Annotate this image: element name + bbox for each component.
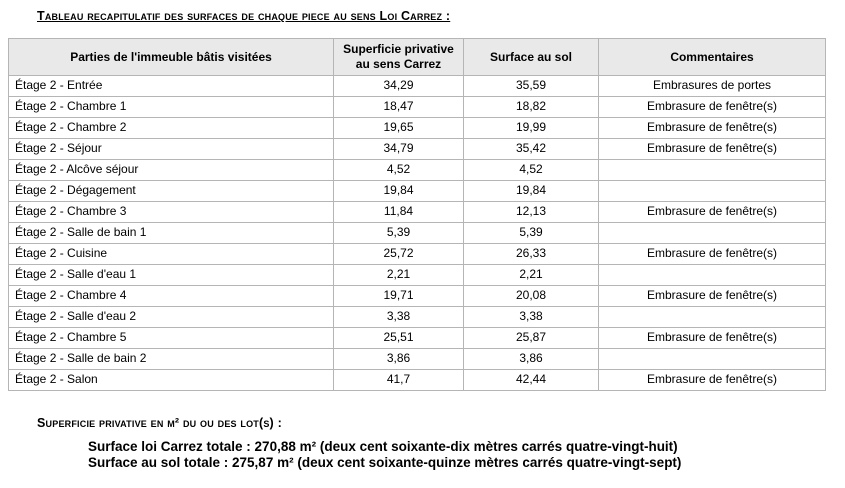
table-row bbox=[9, 223, 826, 244]
cell-sol-value: 25,87 bbox=[464, 328, 599, 349]
cell-sol-value: 12,13 bbox=[464, 202, 599, 223]
cell-comment: Embrasure de fenêtre(s) bbox=[599, 328, 826, 349]
cell-carrez-value: 2,21 bbox=[334, 265, 464, 286]
cell-comment bbox=[599, 181, 826, 202]
cell-piece: Étage 2 - Chambre 4 bbox=[9, 286, 334, 307]
cell-comment: Embrasure de fenêtre(s) bbox=[599, 97, 826, 118]
cell-comment: Embrasure de fenêtre(s) bbox=[599, 202, 826, 223]
cell-carrez-value: 19,84 bbox=[334, 181, 464, 202]
table-row bbox=[9, 181, 826, 202]
cell-piece: Étage 2 - Salon bbox=[9, 370, 334, 391]
cell-piece: Étage 2 - Chambre 1 bbox=[9, 97, 334, 118]
cell-piece: Étage 2 - Séjour bbox=[9, 139, 334, 160]
document-page bbox=[0, 9, 845, 488]
summary-heading: Superficie privative en m² du ou des lot(s) : bbox=[37, 416, 282, 430]
cell-piece: Étage 2 - Salle de bain 1 bbox=[9, 223, 334, 244]
cell-comment bbox=[599, 265, 826, 286]
cell-sol-value: 3,38 bbox=[464, 307, 599, 328]
cell-comment: Embrasure de fenêtre(s) bbox=[599, 370, 826, 391]
table-row bbox=[9, 370, 826, 391]
cell-piece: Étage 2 - Dégagement bbox=[9, 181, 334, 202]
table-row bbox=[9, 265, 826, 286]
header-parties: Parties de l'immeuble bâtis visitées bbox=[9, 39, 334, 76]
cell-carrez-value: 19,71 bbox=[334, 286, 464, 307]
total-carrez: Surface loi Carrez totale : 270,88 m² (deux cent soixante-dix mètres carrés quatre-vingt-huit) bbox=[88, 439, 678, 454]
table-body bbox=[9, 76, 826, 391]
page-title: Tableau recapitulatif des surfaces de chaque piece au sens Loi Carrez : bbox=[37, 9, 451, 23]
table-row bbox=[9, 76, 826, 97]
cell-carrez-value: 11,84 bbox=[334, 202, 464, 223]
cell-comment: Embrasures de portes bbox=[599, 76, 826, 97]
table-row bbox=[9, 160, 826, 181]
cell-sol-value: 35,59 bbox=[464, 76, 599, 97]
cell-piece: Étage 2 - Salle de bain 2 bbox=[9, 349, 334, 370]
cell-sol-value: 19,84 bbox=[464, 181, 599, 202]
cell-carrez-value: 34,79 bbox=[334, 139, 464, 160]
table-row bbox=[9, 307, 826, 328]
cell-carrez-value: 3,86 bbox=[334, 349, 464, 370]
table-header bbox=[9, 39, 826, 76]
cell-comment bbox=[599, 160, 826, 181]
cell-sol-value: 26,33 bbox=[464, 244, 599, 265]
cell-sol-value: 3,86 bbox=[464, 349, 599, 370]
cell-piece: Étage 2 - Salle d'eau 2 bbox=[9, 307, 334, 328]
total-sol: Surface au sol totale : 275,87 m² (deux cent soixante-quinze mètres carrés quatre-vingt-sept) bbox=[88, 455, 682, 471]
header-carrez: Superficie privative au sens Carrez bbox=[334, 39, 464, 76]
cell-piece: Étage 2 - Chambre 3 bbox=[9, 202, 334, 223]
table-row bbox=[9, 202, 826, 223]
table-header-row bbox=[9, 39, 826, 76]
cell-sol-value: 19,99 bbox=[464, 118, 599, 139]
table-row bbox=[9, 97, 826, 118]
cell-comment bbox=[599, 349, 826, 370]
cell-piece: Étage 2 - Chambre 5 bbox=[9, 328, 334, 349]
cell-comment: Embrasure de fenêtre(s) bbox=[599, 244, 826, 265]
cell-sol-value: 35,42 bbox=[464, 139, 599, 160]
cell-comment bbox=[599, 223, 826, 244]
cell-carrez-value: 5,39 bbox=[334, 223, 464, 244]
table-row bbox=[9, 349, 826, 370]
table-row bbox=[9, 118, 826, 139]
cell-carrez-value: 25,72 bbox=[334, 244, 464, 265]
cell-sol-value: 42,44 bbox=[464, 370, 599, 391]
cell-piece: Étage 2 - Cuisine bbox=[9, 244, 334, 265]
cell-sol-value: 20,08 bbox=[464, 286, 599, 307]
cell-carrez-value: 4,52 bbox=[334, 160, 464, 181]
cell-carrez-value: 41,7 bbox=[334, 370, 464, 391]
cell-piece: Étage 2 - Salle d'eau 1 bbox=[9, 265, 334, 286]
cell-sol-value: 5,39 bbox=[464, 223, 599, 244]
cell-piece: Étage 2 - Entrée bbox=[9, 76, 334, 97]
summary-totals bbox=[88, 439, 845, 472]
cell-comment bbox=[599, 307, 826, 328]
cell-carrez-value: 34,29 bbox=[334, 76, 464, 97]
cell-comment: Embrasure de fenêtre(s) bbox=[599, 139, 826, 160]
cell-carrez-value: 18,47 bbox=[334, 97, 464, 118]
header-commentaires: Commentaires bbox=[599, 39, 826, 76]
table-row bbox=[9, 244, 826, 265]
table-row bbox=[9, 328, 826, 349]
header-surface-sol: Surface au sol bbox=[464, 39, 599, 76]
cell-piece: Étage 2 - Alcôve séjour bbox=[9, 160, 334, 181]
cell-sol-value: 18,82 bbox=[464, 97, 599, 118]
surfaces-table bbox=[8, 38, 826, 391]
cell-carrez-value: 19,65 bbox=[334, 118, 464, 139]
cell-sol-value: 4,52 bbox=[464, 160, 599, 181]
cell-sol-value: 2,21 bbox=[464, 265, 599, 286]
cell-piece: Étage 2 - Chambre 2 bbox=[9, 118, 334, 139]
cell-carrez-value: 25,51 bbox=[334, 328, 464, 349]
table-row bbox=[9, 286, 826, 307]
cell-carrez-value: 3,38 bbox=[334, 307, 464, 328]
table-row bbox=[9, 139, 826, 160]
cell-comment: Embrasure de fenêtre(s) bbox=[599, 286, 826, 307]
cell-comment: Embrasure de fenêtre(s) bbox=[599, 118, 826, 139]
